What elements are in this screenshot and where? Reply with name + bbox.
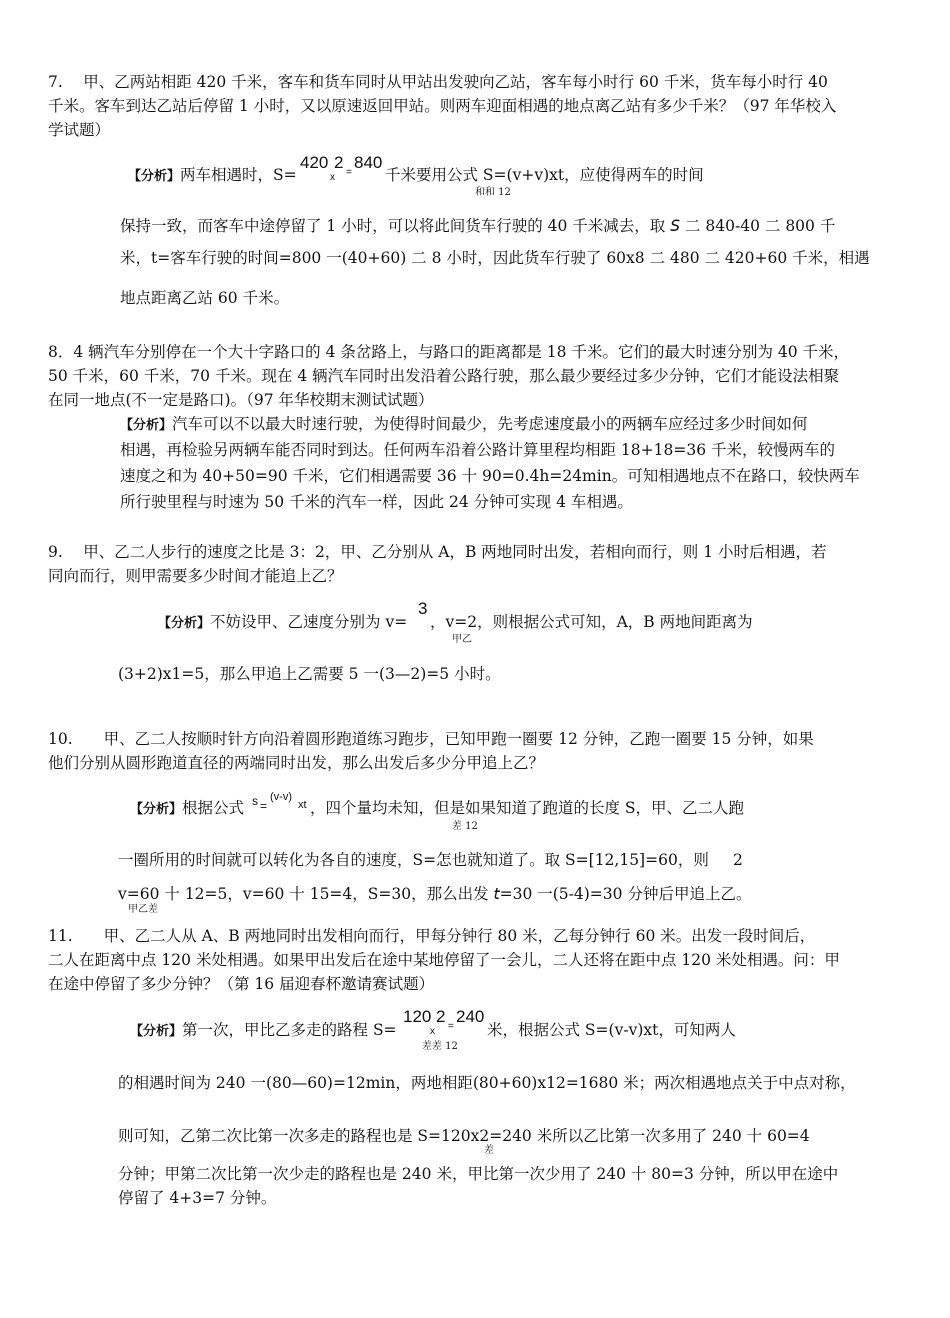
q11-times: x xyxy=(430,1026,435,1037)
q11-analysis-line-3: 则可知，乙第二次比第一次多走的路程也是 S=120x2=240 米所以乙比第一次多用了 240 十 60=4 xyxy=(118,1127,810,1145)
q10-analysis-line-3: v=60 十 12=5，v=60 十 15=4，S=30，那么出发 𝘵=30 一(5-4)=30 分钟后甲追上乙。 xyxy=(118,885,752,903)
q11-text-line-2: 二人在距离中点 120 米处相遇。如果甲出发后在途中某地停留了一会儿，二人还将在距中点 120 米处相遇。问：甲 xyxy=(48,951,840,969)
q8-analysis-line-4: 所行驶里程与时速为 50 千米的汽车一样，因此 24 分钟可实现 4 车相遇。 xyxy=(120,493,633,511)
q7-text-line-2: 千米。客车到达乙站后停留 1 小时，又以原速返回甲站。则两车迎面相遇的地点离乙站有多少千米？（97 年华校入 xyxy=(48,97,837,115)
q10-formula-prefix: 根据公式 xyxy=(182,799,245,817)
q10-text-line-2: 他们分别从圆形跑道直径的两端同时出发，那么出发后多少分甲追上乙？ xyxy=(48,754,545,772)
q10-s: s xyxy=(252,794,258,808)
q11-sup-240: 240 xyxy=(456,1007,485,1026)
q8-text-line-2: 50 千米，60 千米，70 千米。现在 4 辆汽车同时出发沿着公路行驶，那么最少要经过多少分钟，它们才能设法相聚 xyxy=(48,367,840,385)
analysis-tag: 【分析】 xyxy=(128,169,181,184)
q11-formula-prefix: 第一次，甲比乙多走的路程 S= xyxy=(182,1021,397,1039)
q9-analysis-line-1 xyxy=(158,612,407,634)
q7-text-line-3: 学试题） xyxy=(48,121,111,139)
q9-analysis-line-2: (3+2)x1=5，那么甲追上乙需要 5 一(3—2)=5 小时。 xyxy=(118,665,501,683)
q11-analysis-line-5: 停留了 4+3=7 分钟。 xyxy=(118,1189,277,1207)
q10-analysis-line-2: 一圈所用的时间就可以转化为各自的速度，S=怎也就知道了。取 S=[12,15]=60，则 xyxy=(118,851,709,869)
q8-text-line-3: 在同一地点(不一定是路口)。（97 年华校期末测试试题） xyxy=(48,391,434,409)
q10-equals: = xyxy=(260,799,268,813)
q11-text-line-3: 在途中停留了多少分钟？（第 16 届迎春杯邀请赛试题） xyxy=(48,975,435,993)
q11-analysis-line-4: 分钟；甲第二次比第一次少走的路程也是 240 米，甲比第一次少用了 240 十 80=3 分钟，所以甲在途中 xyxy=(118,1165,839,1183)
q7-subscript-1: 和和 12 xyxy=(475,187,511,198)
q11-equals: = xyxy=(448,1021,454,1032)
q7-formula-suffix: 千米要用公式 S=(v+v)xt，应使得两车的时间 xyxy=(385,166,704,184)
q11-analysis-line-2: 的相遇时间为 240 一(80—60)=12min，两地相距(80+60)x12=1680 米；两次相遇地点关于中点对称， xyxy=(118,1074,856,1092)
q7-sup-2: 2 xyxy=(334,153,344,172)
q11-formula-suffix: 米，根据公式 S=(v-v)xt，可知两人 xyxy=(487,1021,736,1039)
q10-analysis-line-1 xyxy=(130,798,244,820)
q10-subscript-1: 差 12 xyxy=(452,821,478,832)
analysis-tag: 【分析】 xyxy=(158,616,211,631)
q10-text-line-1: 10. 甲、乙二人按顺时针方向沿着圆形跑道练习跑步，已知甲跑一圈要 12 分钟，乙跑一圈要 15 分钟，如果 xyxy=(48,730,814,748)
q7-sup-840: 840 xyxy=(354,153,383,172)
q11-sup-2: 2 xyxy=(436,1007,446,1026)
q7-formula-prefix: 两车相遇时，S= xyxy=(180,166,297,184)
q8-analysis-line-2: 相遇，再检验另两辆车能否同时到达。任何两车沿着公路计算里程均相距 18+18=36 千米，较慢两车的 xyxy=(120,441,836,459)
q8-analysis-line-1 xyxy=(120,414,808,436)
q11-text-line-1: 11. 甲、乙二人从 A、B 两地同时出发相向而行，甲每分钟行 80 米，乙每分钟行 60 米。出发一段时间后， xyxy=(48,927,816,945)
q9-formula-suffix: ，v=2，则根据公式可知，A，B 两地间距离为 xyxy=(430,613,753,631)
q10-formula-suffix: ，四个量均未知，但是如果知道了跑道的长度 S，甲、乙二人跑 xyxy=(310,799,745,817)
analysis-tag: 【分析】 xyxy=(130,1024,183,1039)
q7-sup-420: 420 xyxy=(300,153,329,172)
q9-sup-3: 3 xyxy=(418,599,428,618)
q8-text-line-1: 8．4 辆汽车分别停在一个大十字路口的 4 条岔路上，与路口的距离都是 18 千米。它们的最大时速分别为 40 千米， xyxy=(48,343,850,361)
q11-subscript-2: 差 xyxy=(484,1145,494,1156)
q7-analysis-line-3: 米，t=客车行驶的时间=800 一(40+60) 二 8 小时，因此货车行驶了 60x8 二 480 二 420+60 千米，相遇 xyxy=(120,249,870,267)
q9-text-line-1: 9. 甲、乙二人步行的速度之比是 3：2，甲、乙分别从 A，B 两地同时出发，若相向而行，则 1 小时后相遇，若 xyxy=(48,543,827,561)
q9-subscript: 甲乙 xyxy=(452,634,472,645)
q8-analysis-text-1: 汽车可以不以最大时速行驶，为使得时间最少，先考虑速度最小的两辆车应经过多少时间如何 xyxy=(172,415,808,433)
q7-text-line-1: 7. 甲、乙两站相距 420 千米，客车和货车同时从甲站出发驶向乙站，客车每小时行 60 千米，货车每小时行 40 xyxy=(48,73,828,91)
q11-subscript-1: 差差 12 xyxy=(422,1041,458,1052)
q11-analysis-line-1 xyxy=(130,1020,397,1042)
q7-analysis-line-1 xyxy=(128,165,297,187)
q9-formula-prefix: 不妨设甲、乙速度分别为 v= xyxy=(210,613,408,631)
q7-times: x xyxy=(330,172,335,183)
q10-sup-vv: (v-v) xyxy=(270,791,292,803)
analysis-tag: 【分析】 xyxy=(130,802,183,817)
q8-analysis-line-3: 速度之和为 40+50=90 千米，它们相遇需要 36 十 90=0.4h=24min。可知相遇地点不在路口，较快两车 xyxy=(120,467,860,485)
q7-analysis-line-4: 地点距离乙站 60 千米。 xyxy=(120,289,290,307)
q11-sup-120: 120 xyxy=(403,1007,432,1026)
q10-subscript-2: 甲乙差 xyxy=(128,904,158,915)
q7-equals: = xyxy=(346,167,352,178)
q10-xt: xt xyxy=(298,799,307,811)
q10-analysis-line-2-tail: 2 xyxy=(733,851,743,869)
analysis-tag: 【分析】 xyxy=(120,418,173,433)
q7-analysis-line-2: 保持一致，而客车中途停留了 1 小时，可以将此间货车行驶的 40 千米减去，取 𝘚 二 840-40 二 800 千 xyxy=(120,217,836,235)
q9-text-line-2: 同向而行，则甲需要多少时间才能追上乙？ xyxy=(48,567,343,585)
